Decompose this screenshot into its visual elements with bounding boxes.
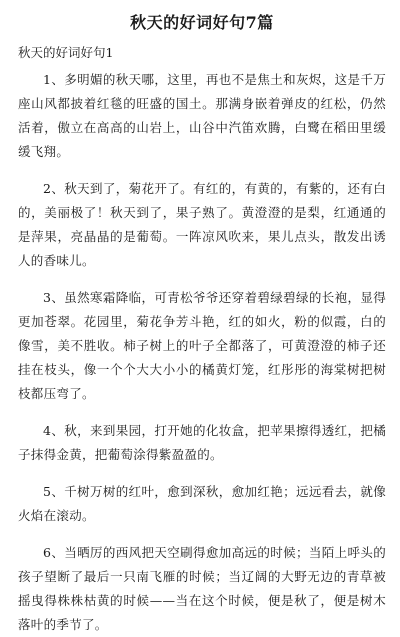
paragraph-4: 4、秋，来到果园，打开她的化妆盒，把苹果擦得透红，把橘子抹得金黄，把葡萄涂得紫盈盈的。 xyxy=(18,423,386,462)
paragraph-1: 1、多明媚的秋天哪，这里，再也不是焦土和灰烬，这是千万座山风都披着红毯的旺盛的国土。那满身嵌着弹皮的红松，仍然活着，傲立在高高的山岩上，山谷中汽笛欢腾，白鹭在稻田里缓缓飞翔。 xyxy=(18,72,386,159)
paragraph-5: 5、千树万树的红叶，愈到深秋，愈加红艳；远远看去，就像火焰在滚动。 xyxy=(18,484,386,523)
section-title: 秋天的好词好句1 xyxy=(18,45,114,60)
paragraph-6: 6、当晒厉的西风把天空刷得愈加高远的时候；当陌上呼头的孩子望断了最后一只南飞雁的时候；当辽阔的大野无边的青草被摇曳得株株枯黄的时候——当在这个时候，便是秋了，便是树木落叶的季节了。 xyxy=(18,545,386,632)
document-title: 秋天的好词好句7篇 xyxy=(130,13,274,32)
paragraph-2: 2、秋天到了，菊花开了。有红的，有黄的，有紫的，还有白的，美丽极了！秋天到了，果子熟了。黄澄澄的是梨，红通通的是萍果，亮晶晶的是葡萄。一阵凉风吹来，果儿点头，散发出诱人的香味儿。 xyxy=(18,181,386,268)
paragraph-3: 3、虽然寒霜降临，可青松爷爷还穿着碧绿碧绿的长袍，显得更加苍翠。花园里，菊花争芳斗艳，红的如火，粉的似霞，白的像雪，美不胜收。柿子树上的叶子全都落了，可黄澄澄的柿子还挂在枝头，像一个个大大小小的橘黄灯笼，红彤彤的海棠树把树枝都压弯了。 xyxy=(18,290,386,401)
paragraph-list xyxy=(18,68,386,637)
